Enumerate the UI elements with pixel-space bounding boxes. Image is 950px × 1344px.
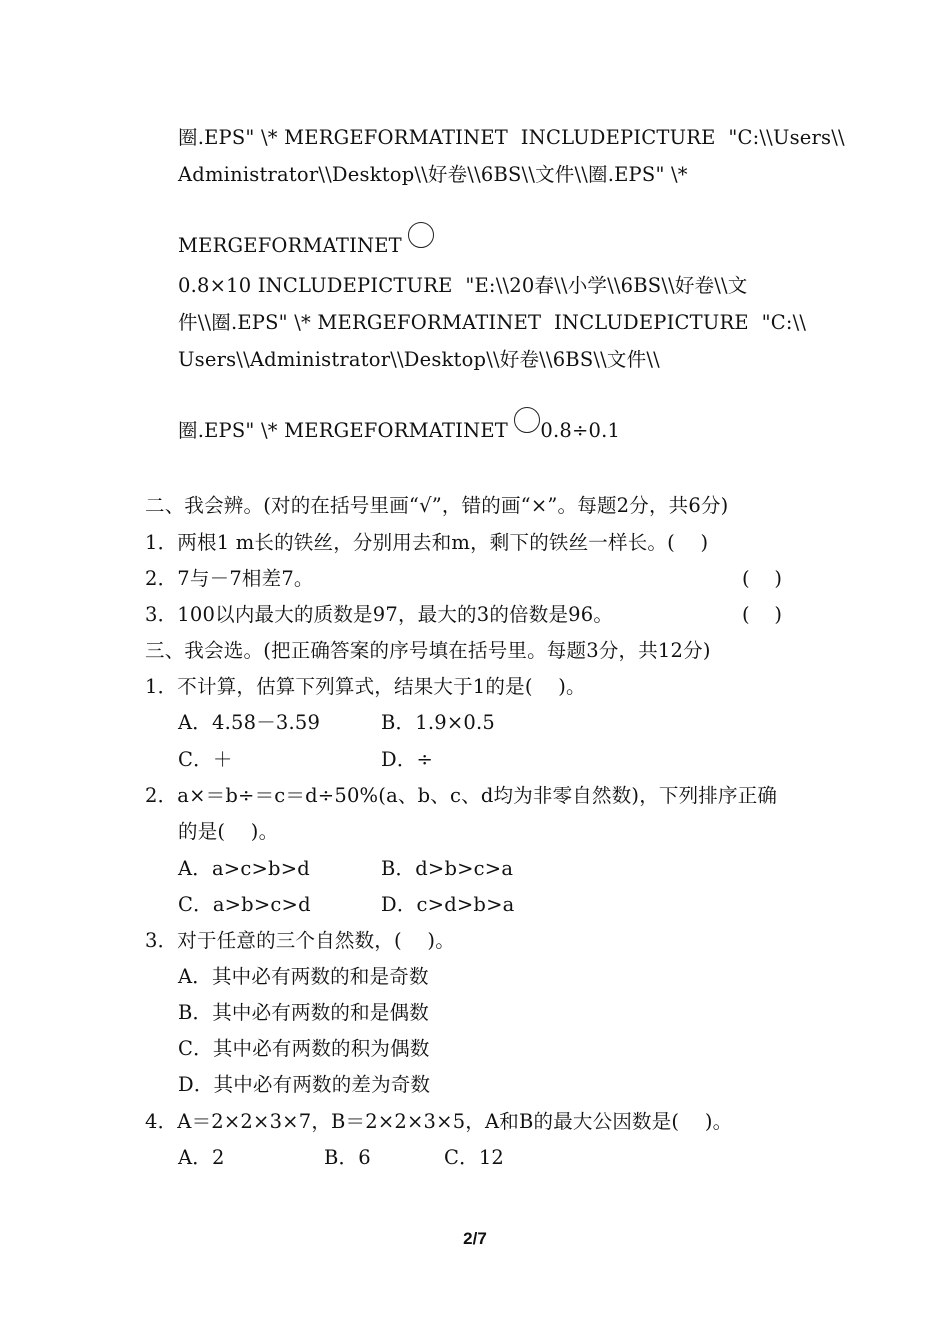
page-number: 2/7 bbox=[463, 1229, 487, 1248]
section3-heading: 三、我会选。(把正确答案的序号填在括号里。每题3分，共12分) bbox=[145, 639, 711, 662]
section2-q1: 1．两根1 m长的铁丝，分别用去和m，剩下的铁丝一样长。( ) bbox=[145, 531, 709, 554]
fragment-line-7 bbox=[178, 407, 620, 443]
section3-q2-option-c: C．a>b>c>d bbox=[178, 893, 311, 916]
fragment-line-3-text: MERGEFORMATINET bbox=[178, 234, 409, 257]
section3-q2-line2: 的是( )。 bbox=[178, 820, 279, 843]
section2-q2-answer-paren: ( ) bbox=[742, 567, 783, 590]
section3-q4-option-a: A．2 bbox=[178, 1146, 225, 1169]
section3-q1: 1．不计算，估算下列算式，结果大于1的是( )。 bbox=[145, 675, 586, 698]
section3-q4-option-c: C．12 bbox=[444, 1146, 505, 1169]
section3-q1-option-c: C．＋ bbox=[178, 748, 233, 771]
section3-q4: 4．A＝2×2×3×7，B＝2×2×3×5，A和B的最大公因数是( )。 bbox=[145, 1110, 733, 1133]
fragment-line-3 bbox=[178, 222, 434, 258]
section3-q1-option-d: D．÷ bbox=[381, 748, 434, 771]
section3-q3-option-a: A．其中必有两数的和是奇数 bbox=[178, 965, 429, 988]
fragment-line-5: 件\\圈.EPS" \* MERGEFORMATINET INCLUDEPICTURE "C:\\ bbox=[178, 311, 807, 334]
fragment-line-6: Users\\Administrator\\Desktop\\好卷\\6BS\\文件\\ bbox=[178, 348, 660, 371]
section3-q3-option-d: D．其中必有两数的差为奇数 bbox=[178, 1073, 431, 1096]
section2-q2: 2．7与－7相差7。 bbox=[145, 567, 314, 590]
section2-q3-answer-paren: ( ) bbox=[742, 603, 783, 626]
section3-q3-option-b: B．其中必有两数的和是偶数 bbox=[178, 1001, 429, 1024]
section3-q2-option-a: A．a>c>b>d bbox=[178, 857, 310, 880]
section3-q2-line1: 2．a×＝b÷＝c＝d÷50%(a、b、c、d均为非零自然数)，下列排序正确 bbox=[145, 784, 778, 807]
section2-heading: 二、我会辨。(对的在括号里画“√”，错的画“×”。每题2分，共6分) bbox=[145, 494, 729, 517]
fragment-line-2: Administrator\\Desktop\\好卷\\6BS\\文件\\圈.EPS" \* bbox=[178, 163, 688, 186]
section3-q4-option-b: B．6 bbox=[324, 1146, 371, 1169]
compare-circle-icon bbox=[514, 407, 540, 433]
section3-q1-option-b: B．1.9×0.5 bbox=[381, 711, 495, 734]
fragment-line-4: 0.8×10 INCLUDEPICTURE "E:\\20春\\小学\\6BS\\好卷\\文 bbox=[178, 274, 748, 297]
section3-q2-option-d: D．c>d>b>a bbox=[381, 893, 515, 916]
section3-q2-option-b: B．d>b>c>a bbox=[381, 857, 514, 880]
fragment-line-7-end: 0.8÷0.1 bbox=[540, 419, 621, 442]
section3-q3-option-c: C．其中必有两数的积为偶数 bbox=[178, 1037, 430, 1060]
section3-q1-option-a: A．4.58－3.59 bbox=[178, 711, 321, 734]
fragment-line-7-text: 圈.EPS" \* MERGEFORMATINET bbox=[178, 419, 515, 442]
section2-q3: 3．100以内最大的质数是97，最大的3的倍数是96。 bbox=[145, 603, 614, 626]
fragment-line-1: 圈.EPS" \* MERGEFORMATINET INCLUDEPICTURE "C:\\Users\\ bbox=[178, 126, 845, 149]
section3-q3: 3．对于任意的三个自然数，( )。 bbox=[145, 929, 455, 952]
compare-circle-icon bbox=[408, 222, 434, 248]
